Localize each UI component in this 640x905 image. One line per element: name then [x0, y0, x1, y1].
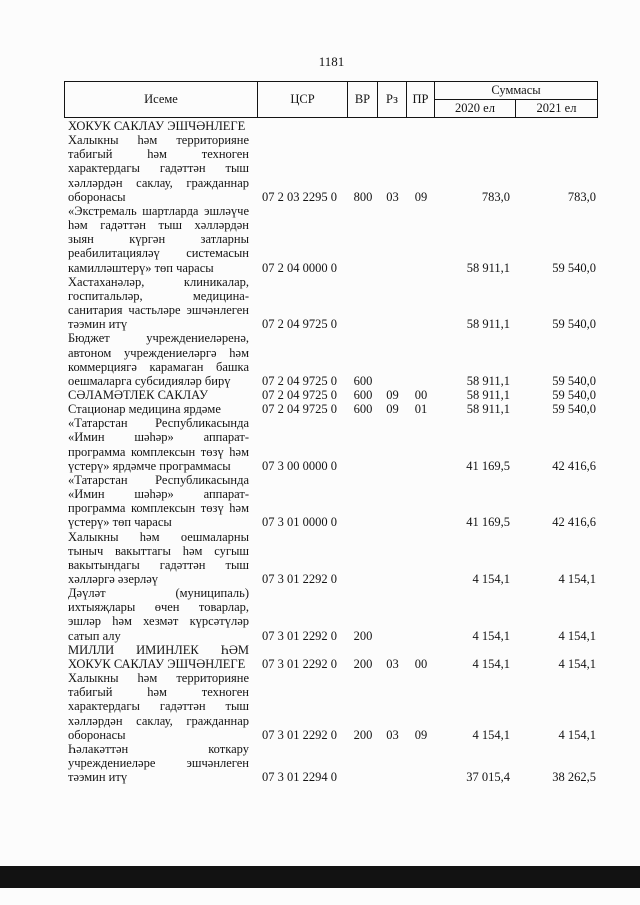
amount-2021: 59 540,0: [552, 402, 596, 417]
amount-2020: 783,0: [481, 189, 510, 204]
amount-2021: 42 416,6: [552, 458, 596, 473]
header-name: Исеме: [65, 82, 258, 118]
amount-2021: 4 154,1: [558, 628, 596, 643]
csr-code: 07 3 01 2292 0: [262, 628, 337, 643]
item-name-line: программа комплексын төзү һәм: [68, 444, 249, 459]
vr-code: 200: [353, 727, 373, 742]
item-name-line: «Татарстан Республикасында: [68, 416, 249, 431]
item-name-line: характердагы гадәттән тыш: [68, 161, 249, 176]
rz-code: 03: [386, 727, 399, 742]
item-name-line: Стационар медицина ярдәме: [68, 402, 221, 417]
vr-code: 800: [353, 189, 373, 204]
rz-code: 09: [386, 402, 399, 417]
amount-2021: 59 540,0: [552, 317, 596, 332]
item-name-line: вакытындагы гадәттән тыш: [68, 557, 249, 572]
table-row: [65, 416, 598, 473]
amount-2020: 41 169,5: [466, 458, 510, 473]
item-name-line: оешмаларга субсидияләр бирү: [68, 373, 231, 388]
item-name-line: санитария частьләре эшчәнлеген: [68, 303, 249, 318]
rz-code: 03: [386, 656, 399, 671]
csr-code: 07 2 04 9725 0: [262, 402, 337, 417]
item-name: [65, 530, 258, 587]
vr-code: 200: [353, 656, 373, 671]
item-name: [65, 742, 258, 784]
item-name-line: табигый һәм техноген: [68, 147, 249, 162]
table-row: [65, 671, 598, 742]
item-name: [65, 643, 258, 671]
item-name-line: Һәлакәттән коткару: [68, 741, 249, 756]
scan-edge-bar: [0, 866, 640, 888]
table-row: [65, 133, 598, 204]
rz-code: 03: [386, 189, 399, 204]
item-name-line: характердагы гадәттән тыш: [68, 699, 249, 714]
item-name: [65, 416, 258, 473]
amount-2020: 41 169,5: [466, 515, 510, 530]
item-name-line: программа комплексын төзү һәм: [68, 501, 249, 516]
item-name-line: коммерциягә карамаган башка: [68, 359, 249, 374]
vr-code: 600: [353, 402, 373, 417]
amount-2021: 59 540,0: [552, 373, 596, 388]
csr-code: 07 2 03 2295 0: [262, 189, 337, 204]
header-csr: ЦСР: [258, 82, 348, 118]
table-row: [65, 586, 598, 643]
table-row: [65, 643, 598, 671]
item-name-line: Бюджет учреждениеләренә,: [68, 331, 249, 346]
csr-code: 07 2 04 0000 0: [262, 260, 337, 275]
amount-2020: 58 911,1: [466, 260, 510, 275]
amount-2021: 783,0: [567, 189, 596, 204]
header-2021: 2021 ел: [516, 100, 598, 118]
amount-2020: 58 911,1: [466, 402, 510, 417]
csr-code: 07 3 01 2292 0: [262, 727, 337, 742]
item-name-line: ихтыяҗлары өчен товарлар,: [68, 600, 249, 615]
amount-2021: 38 262,5: [552, 770, 596, 785]
csr-code: 07 3 01 2292 0: [262, 656, 337, 671]
item-name-line: госпитальләр, медицина-: [68, 288, 249, 303]
item-name-line: хәлләрдән саклау, гражданнар: [68, 175, 249, 190]
item-name: [65, 331, 258, 388]
item-name-line: зыян күргән затларны: [68, 232, 249, 247]
item-name: [65, 204, 258, 275]
item-name-line: табигый һәм техноген: [68, 685, 249, 700]
item-name-line: һәм гадәттән тыш хәлләрдән: [68, 218, 249, 233]
rz-code: 09: [386, 387, 399, 402]
table-row: [65, 275, 598, 332]
table-row: [65, 402, 598, 416]
item-name-line: «Татарстан Республикасында: [68, 472, 249, 487]
amount-2020: 4 154,1: [472, 628, 510, 643]
amount-2020: 58 911,1: [466, 387, 510, 402]
amount-2020: 4 154,1: [472, 656, 510, 671]
pr-code: 00: [414, 656, 428, 671]
item-name-line: «Экстремаль шартларда эшләүче: [68, 203, 249, 218]
item-name-line: СӘЛАМӘТЛЕК САКЛАУ: [68, 387, 208, 402]
item-name-line: оборонасы: [68, 727, 126, 742]
item-name-line: тәэмин итү: [68, 317, 128, 332]
csr-code: 07 2 04 9725 0: [262, 373, 337, 388]
table-body: [65, 119, 598, 784]
amount-2020: 37 015,4: [466, 770, 510, 785]
header-pr: ПР: [407, 82, 435, 118]
csr-code: 07 2 04 9725 0: [262, 387, 337, 402]
item-name-line: хәлләрдән саклау, гражданнар: [68, 713, 249, 728]
amount-2020: 4 154,1: [472, 572, 510, 586]
item-name-line: сатып алу: [68, 628, 121, 643]
csr-code: 07 3 00 0000 0: [262, 458, 337, 473]
amount-2020: 4 154,1: [472, 727, 510, 742]
item-name-line: Халыкны һәм территорияне: [68, 133, 249, 148]
item-name-line: камилләштерү» төп чарасы: [68, 260, 214, 275]
amount-2021: 4 154,1: [558, 727, 596, 742]
vr-code: 600: [353, 387, 373, 402]
item-name-line: Дәүләт (муниципаль): [68, 586, 249, 601]
table-row: [65, 119, 598, 133]
item-name-line: Халыкны һәм оешмаларны: [68, 529, 249, 544]
item-name-line: реабилитацияләү системасын: [68, 246, 249, 261]
item-name: [65, 671, 258, 742]
table-row: [65, 742, 598, 784]
csr-code: 07 3 01 2292 0: [262, 572, 337, 586]
item-name: [65, 133, 258, 204]
vr-code: 200: [353, 628, 373, 643]
table-row: [65, 204, 598, 275]
amount-2020: 58 911,1: [466, 317, 510, 332]
header-vr: ВР: [348, 82, 378, 118]
csr-code: 07 3 01 2294 0: [262, 770, 337, 785]
pr-code: 09: [414, 189, 428, 204]
header-2020: 2020 ел: [435, 100, 516, 118]
item-name-line: эшләр һәм хезмәт күрсәтүләр: [68, 614, 249, 629]
header-rz: Рз: [378, 82, 407, 118]
item-name-line: автоном учреждениеләргә һәм: [68, 345, 249, 360]
pr-code: 09: [414, 727, 428, 742]
item-name-line: тыныч вакыттагы һәм сугыш: [68, 543, 249, 558]
page-number: 1181: [318, 54, 345, 69]
amount-2021: 42 416,6: [552, 515, 596, 530]
table-row: [65, 473, 598, 530]
item-name-line: оборонасы: [68, 189, 126, 204]
item-name: [65, 473, 258, 530]
item-name: [65, 119, 258, 133]
csr-code: 07 2 04 9725 0: [262, 317, 337, 332]
item-name-line: үстерү» ярдәмче программасы: [68, 458, 231, 473]
item-name-line: үстерү» төп чарасы: [68, 515, 172, 530]
item-name: [65, 402, 258, 416]
table-header: [64, 81, 598, 118]
vr-code: 600: [353, 373, 373, 388]
amount-2021: 59 540,0: [552, 387, 596, 402]
pr-code: 00: [414, 387, 428, 402]
amount-2021: 59 540,0: [552, 260, 596, 275]
item-name: [65, 388, 258, 402]
amount-2021: 4 154,1: [558, 656, 596, 671]
item-name-line: «Имин шәһәр» аппарат-: [68, 487, 249, 502]
item-name-line: хәлләргә әзерләү: [68, 572, 159, 586]
item-name-line: «Имин шәһәр» аппарат-: [68, 430, 249, 445]
item-name-line: МИЛЛИ ИМИНЛЕК ҺӘМ: [68, 642, 249, 657]
header-sums: Суммасы: [435, 82, 598, 100]
table-row: [65, 331, 598, 388]
amount-2021: 4 154,1: [558, 572, 596, 586]
amount-2020: 58 911,1: [466, 373, 510, 388]
item-name-line: Хастаханәләр, клиникалар,: [68, 274, 249, 289]
table-row: [65, 530, 598, 587]
csr-code: 07 3 01 0000 0: [262, 515, 337, 530]
item-name-line: ХОКУК САКЛАУ ЭШЧӘНЛЕГЕ: [68, 119, 246, 133]
item-name-line: тәэмин итү: [68, 770, 128, 785]
item-name-line: учреждениеләре эшчәнлеген: [68, 756, 249, 771]
item-name-line: ХОКУК САКЛАУ ЭШЧӘНЛЕГЕ: [68, 656, 246, 671]
item-name-line: Халыкны һәм территорияне: [68, 671, 249, 686]
item-name: [65, 586, 258, 643]
item-name: [65, 275, 258, 332]
table-row: [65, 388, 598, 402]
pr-code: 01: [414, 402, 428, 417]
